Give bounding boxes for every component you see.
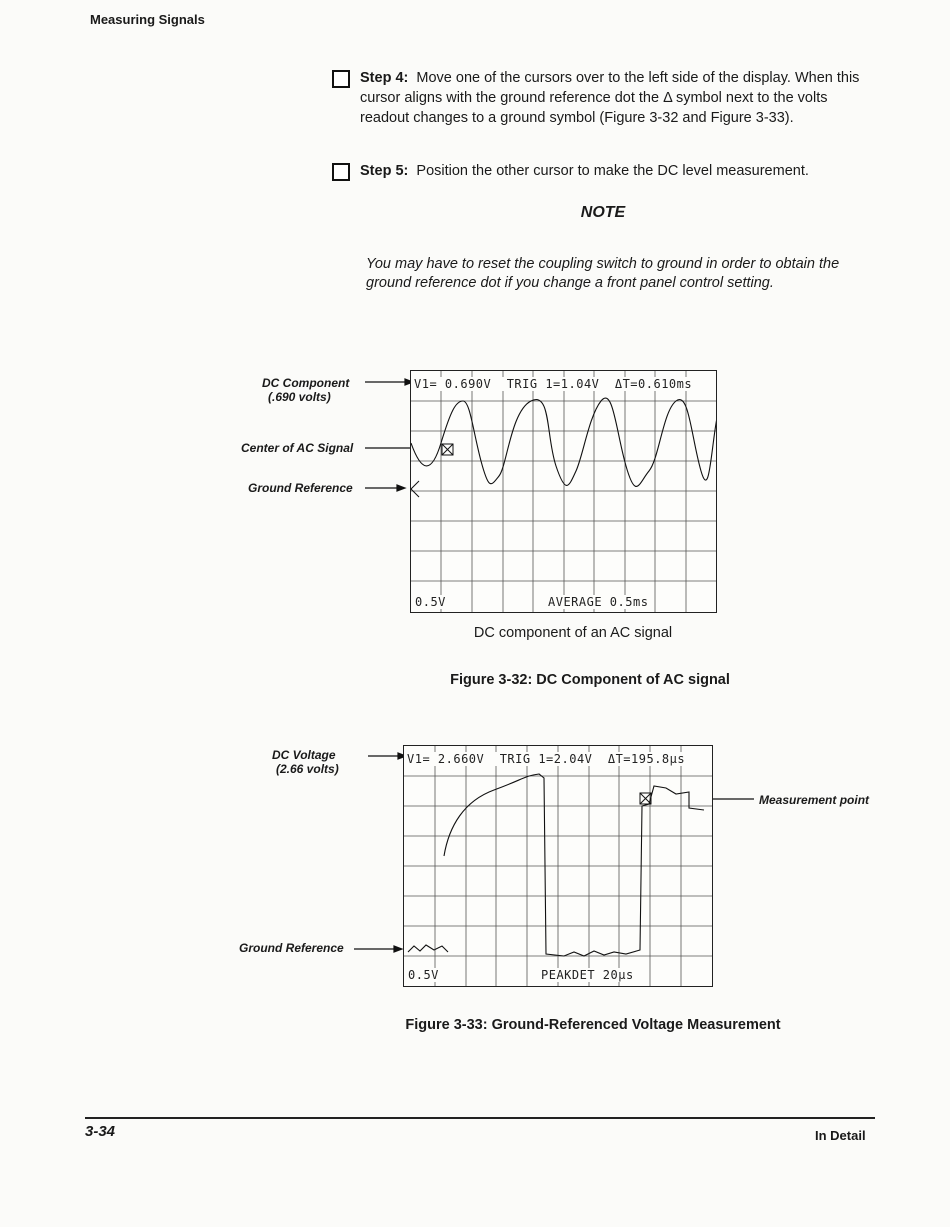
section-name: In Detail — [815, 1128, 866, 1143]
figure-3-32-scope — [410, 370, 717, 613]
footer-rule — [85, 1117, 875, 1119]
ac-waveform — [411, 398, 716, 486]
ground-ref-label-32: Ground Reference — [248, 481, 353, 495]
checkbox-icon[interactable] — [332, 163, 350, 181]
delta-time: ΔT=0.610ms — [614, 377, 693, 391]
scale-readout-33: 0.5V — [408, 968, 439, 982]
dc-component-label — [262, 376, 349, 404]
scale-readout-32: 0.5V — [415, 595, 446, 609]
mode-readout-33: PEAKDET 20µs — [541, 968, 634, 982]
ground-ref-label-33: Ground Reference — [239, 941, 344, 955]
figure-3-33-title: Figure 3-33: Ground-Referenced Voltage Measurement — [405, 1017, 781, 1033]
dc-component-text: DC Component — [262, 376, 350, 390]
step-4 — [332, 68, 872, 128]
note-body: You may have to reset the coupling switch to ground in order to obtain the ground reference dot if you change a front panel control setting. — [366, 256, 840, 291]
step-5 — [332, 161, 872, 181]
pulse-waveform — [408, 774, 704, 956]
scope-grid-32 — [411, 371, 716, 612]
delta-time: ΔT=195.8µs — [607, 752, 686, 766]
page-number: 3-34 — [85, 1123, 116, 1140]
cursor-volts: V1= 0.690V — [414, 377, 492, 391]
figure-3-32-title: Figure 3-32: DC Component of AC signal — [450, 672, 730, 688]
cursor-volts: V1= 2.660V — [407, 752, 485, 766]
running-header: Measuring Signals — [90, 12, 205, 27]
trigger-level: TRIG 1=2.04V — [499, 752, 593, 766]
figure-3-32-caption: DC component of an AC signal — [473, 625, 673, 641]
note-title: NOTE — [580, 204, 626, 221]
figure-3-33-scope — [403, 745, 713, 987]
dc-voltage-sub: (2.66 volts) — [276, 762, 339, 776]
step-4-text: Move one of the cursors over to the left side of the display. When this cursor aligns with the ground reference dot the Δ symbol next to the volts readout changes to a ground symbol (Figure 3-32 and Figure 3-33). — [360, 70, 860, 126]
dc-voltage-label — [272, 748, 339, 776]
step-5-text: Position the other cursor to make the DC level measurement. — [416, 163, 809, 179]
step-5-label: Step 5: — [360, 163, 409, 179]
mode-readout-32: AVERAGE 0.5ms — [548, 595, 649, 609]
center-ac-label: Center of AC Signal — [241, 441, 354, 455]
scope-grid-33 — [404, 746, 712, 986]
step-4-label: Step 4: — [360, 70, 409, 86]
readout-top-32 — [414, 377, 692, 391]
checkbox-icon[interactable] — [332, 70, 350, 88]
trigger-level: TRIG 1=1.04V — [506, 377, 600, 391]
dc-component-sub: (.690 volts) — [268, 390, 331, 404]
readout-top-33 — [407, 752, 685, 766]
dc-voltage-text: DC Voltage — [272, 748, 336, 762]
measurement-point-label: Measurement point — [759, 793, 870, 807]
